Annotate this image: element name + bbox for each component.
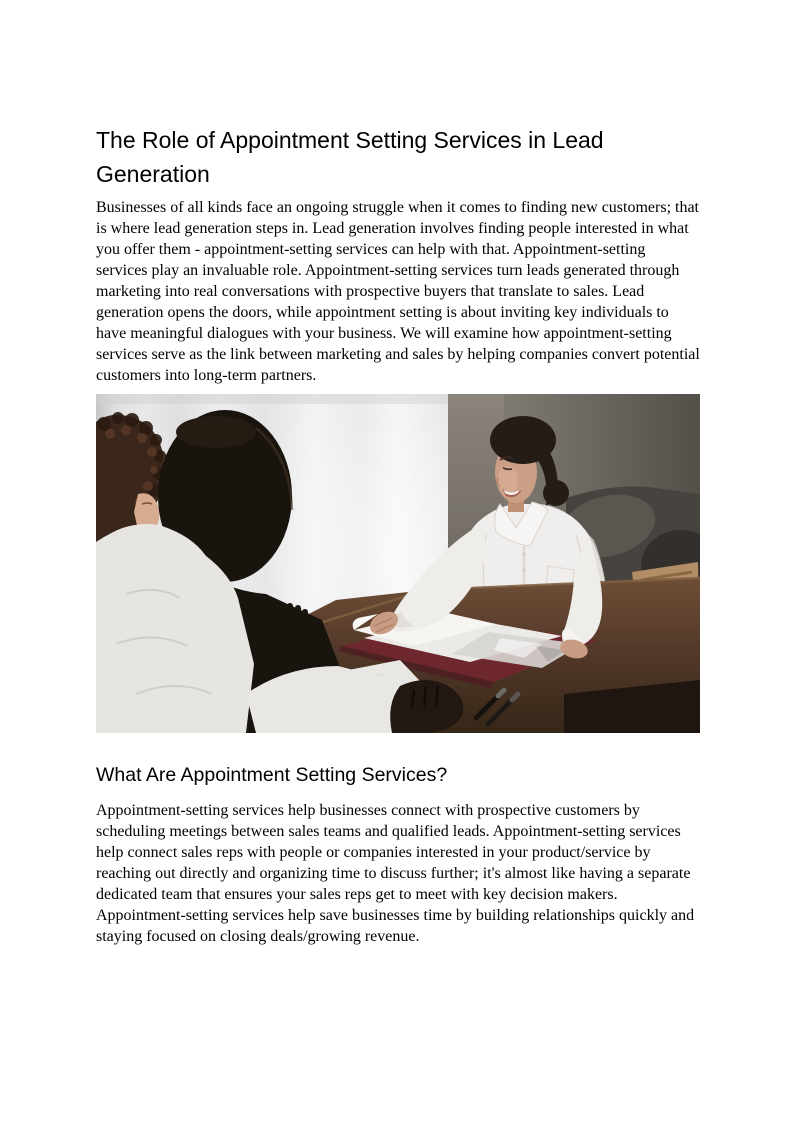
hair-bun [543,480,569,506]
meeting-photo [96,394,700,733]
section-heading: What Are Appointment Setting Services? [96,764,448,786]
intro-paragraph: Businesses of all kinds face an ongoing struggle when it comes to finding new customers; that is where lead generation steps in. Lead generation involves finding people interested in what you offer them - appointment-setting services can help with that. Appointment-setting services play an invaluable role. Appointment-setting services turn leads generated through marketing into real conversations with prospective buyers that translate to sales. Lead generation opens the doors, while appointment setting is about inviting key individuals to have meaningful dialogues with your business. We will examine how appointment-setting services serve as the link between marketing and sales by helping companies convert potential customers into long-term partners. [96,199,700,384]
document-title: The Role of Appointment Setting Services in Lead Generation [96,127,604,187]
section-paragraph: Appointment-setting services help businesses connect with prospective customers by scheduling meetings between sales teams and qualified leads. Appointment-setting services help connect sales reps with people or companies interested in your product/service by reaching out directly and organizing time to discuss further; it's almost like having a separate dedicated team that ensures your sales reps get to meet with key decision makers. Appointment-setting services help save businesses time by building relationships quickly and staying focused on closing deals/growing revenue. [96,802,695,945]
meeting-photo-illustration [96,394,700,733]
